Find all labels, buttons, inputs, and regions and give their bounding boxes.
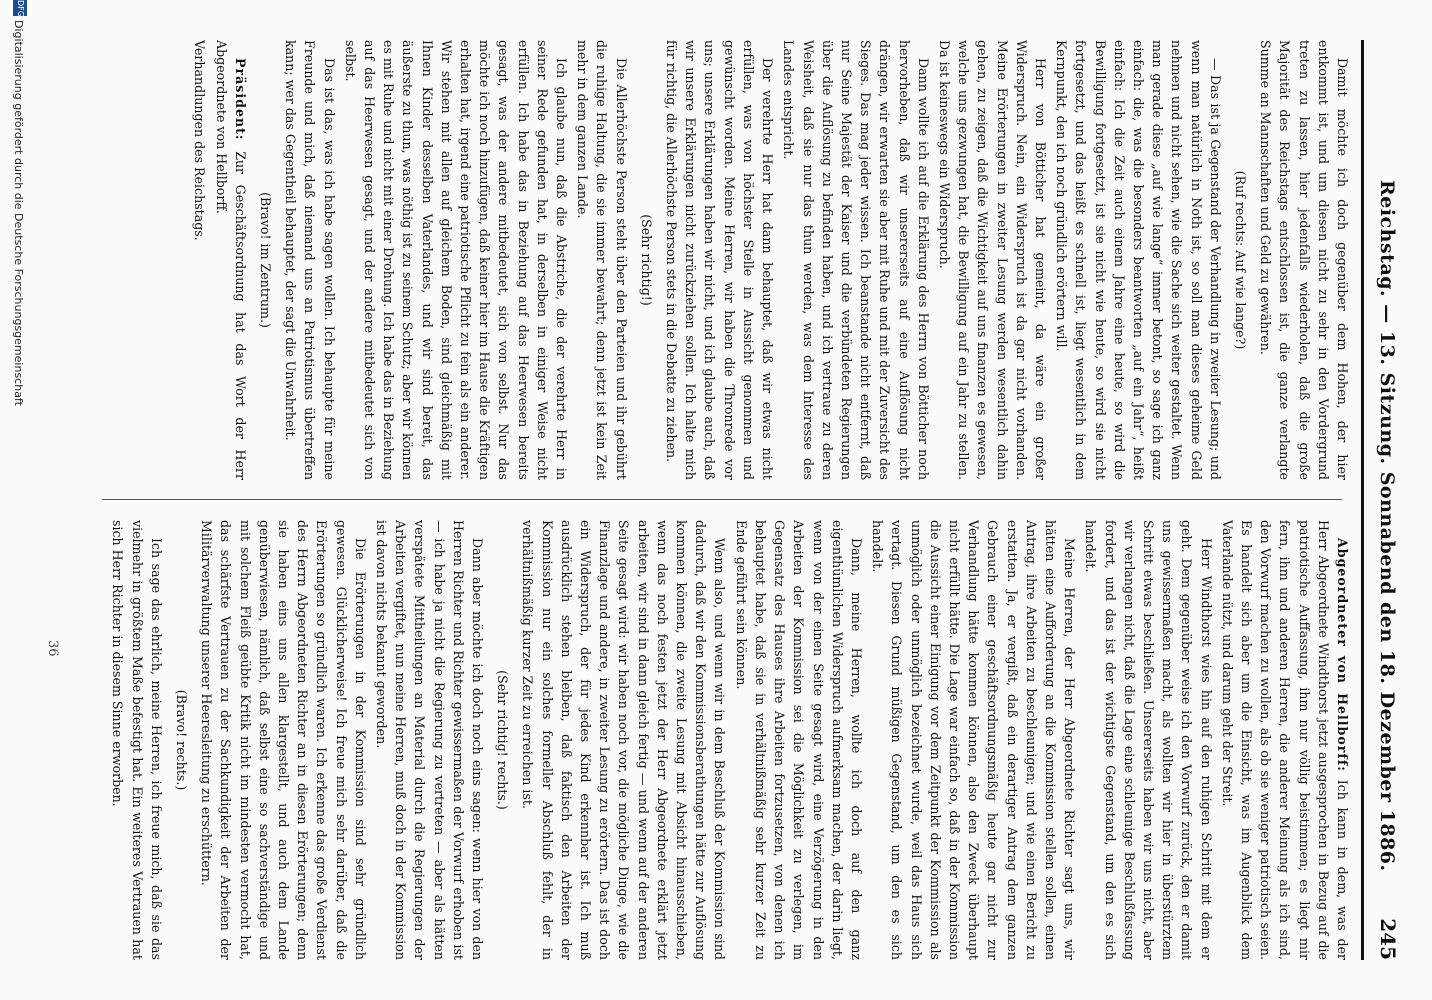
speaker-name: Abgeordneter von Hellborff: xyxy=(1335,538,1350,772)
page-header xyxy=(1361,40,1404,960)
paragraph: Herr von Bötticher hat gemeint, da wäre ein großer Widerspruch. Nein, ein Widerspruch ist da gar nicht vorhanden. Meine Erörterungen in zweiter Lesung werden wesentlich dahin gehen, zu zeigen, daß die Wichtigkeit auf uns finanzen es gewesen, welche uns gezwungen hat, die Bewilligung auf ein Jahr zu stellen. Da ist keineswegs ein Widerspruch. xyxy=(936,40,1048,480)
paragraph: Dann aber möchte ich doch noch eins sagen: wenn hier von den Herren Richter und Richter gewissermaßen der Vorwurf erhoben ist — ich habe ja nicht die Regierung zu vertreten — aber als hätten verspätete Mittheilungen an Material durch die Regierungen der Arbeiten vergiftet, nun meine Herren, muß doch in der Kommission ist davon nichts bekannt geworden. xyxy=(374,520,486,960)
speaker-name: Präsident: xyxy=(232,58,248,141)
paragraph: Dann wollte ich auf die Erklärung des Herrn von Bötticher noch hervorheben, daß wir unsererseits auf eine Auflösung nicht drängen, wir erwarten sie aber mit Ruhe und mit der Zuversicht des Sieges. Das mag jeder wissen. Ich beanstande nicht entfernt, daß nur Seine Majestät der Kaiser und die verbündeten Regierungen über die Auflösung zu befinden haben, und ich vertraue zu deren Weisheit, daß sie nur das thun werden, was dem Interesse des Landes entspricht. xyxy=(781,40,931,480)
speech-text: Zur Geschäftsordnung hat das Wort der Herr Abgeordnete von Hellborff. xyxy=(213,40,248,480)
folio-number: 36 xyxy=(45,640,60,657)
paragraph: Die Allerhöchste Person steht über den Parteien und ihr gebührt die ruhige Haltung, die sie immer bewahrt; denn jetzt ist kein Zeit mehr in dem ganzen Lande. xyxy=(575,40,629,480)
running-title: Reichstag. — 13. Sitzung. Sonnabend den 18. Dezember 1886. xyxy=(1376,180,1398,872)
speaker-paragraph xyxy=(1218,520,1352,960)
left-column xyxy=(72,40,1352,480)
stage-direction: (Bravo! im Zentrum.) xyxy=(258,192,274,328)
speaker-paragraph xyxy=(211,40,249,480)
paragraph: Ich sage das ehrlich, meine Herren, ich freue mich, daß sie das vielmehr in größtem Maße befestigt hat. Ein weiteres Vertrauen hat sich Herr Richter in diesem Sinne erworben. xyxy=(110,520,164,960)
paragraph: Die Erörterungen in der Kommission sind sehr gründlich gewesen. Glücklicherweise! Ich freue mich sehr darüber, daß die Erörterungen so gründlich waren. Ich erkenne das große Verdienst des Herrn Abgeordneten Richter an in diesen Erörterungen; denn sie haben eins uns allen klargestellt, und auch dem Lande genüberwiesen, nämlich, daß selbst eine so sachverständige und mit solchem Fleiß geübte Kritik nicht im mindesten vermocht hat, das schärfste Vertrauen zu der Sachkundigkeit der Arbeiten der Militärverwaltung unserer Heeresleitung zu erschüttern. xyxy=(199,520,368,960)
paragraph: — Das ist ja Gegenstand der Verhandlung in zweiter Lesung; und wenn man natürlich in Noth ist, so soll man dieses geheime Geld nehmen und nicht sehen, wie die Sache sich weiter gestaltet. Wenn man gerade diese „auf wie lange“ immer betont, so sage ich ganz einfach: die, was die besonders beantworten „auf ein Jahr“, heißt einfach: Ich die Zeit auch einem Jahre eine heute, so wird die Bewilligung fortgesetzt, ist sie nicht wie heute, so wird sie nicht fortgesetzt, und das heißt es schnell ist, liegt wesentlich in dem Kernpunkt, den ich noch gründlich erörtern will. xyxy=(1054,40,1223,480)
paragraph: Meine Herren, der Herr Abgeordnete Richter sagt uns, wir hätten eine Aufforderung an die Kommission stellen sollen, einen Antrag, ihre Arbeiten zu beschleunigen; und wie einen Bericht zu erstatten. Ja, er vergißt, daß ein derartiger Antrag dem ganzen Gebrauch einer geschäftsordnungsmäßig heute gar nicht zur Verhandlung hätte kommen können, also den Zweck überhaupt nicht erfüllt hätte. Die Lage war einfach so, daß in der Kommission die Aussicht einer Einigung vor dem Zeitpunkt der Kommission als unmöglich oder unmöglich bezeichnet wurde, weil das Haus sich vertagt. Diesen Grund müßigen Gegenstand, um den es sich handelt. xyxy=(870,520,1078,960)
right-column xyxy=(72,520,1352,960)
paragraph: Damit möchte ich doch gegenüber dem Hohen, der hier entkommt ist, und um diesen nicht zu sehr in den Vordergrund treten zu lassen, hier jedenfalls wiederholen, daß die große Majorität des Reichstags entschlossen ist, die ganze verlangte Summe an Mannschaften und Geld zu gewähren. xyxy=(1258,40,1350,480)
paragraph: Das ist das, was ich habe sagen wollen. Ich behaupte für meine Freunde und mich, daß niemand uns an Patriotismus übertreffen kann; wer das Gegentheil behauptet, der sagt die Unwahrheit. xyxy=(283,40,337,480)
paragraph: Wenn also, und wenn wir in dem Beschluß der Kommission sind dadurch, daß wir den Kommissionsberathungen hätte zur Auflösung kommen können, die zweite Lesung mit Absicht hinausschieben, wenn das noch festen jetzt der Herr Abgeordnete erklärt jetzt arbeiten, wir sind in dann gleich fertig — und wenn auf der anderen Seite gesagt wird: wir haben noch vor, die mögliche Dinge, wie die Finanzlage und andere, in zweiter Lesung zu erörtern. Das ist doch ein Widerspruch, der für jedes Kind erkennbar ist. Ich muß ausdrücklich stehen bleiben, daß faktisch den Arbeiten der Kommission nur ein solches formeller Abschluß fehlt, der in verhältnißmäßig kurzer Zeit zu erreichen ist. xyxy=(520,520,728,960)
bottom-note: Verhandlungen des Reichstags. xyxy=(192,40,208,241)
paragraph: Ich glaube nun, daß die Abstriche, die der verehrte Herr in seiner Rede gefunden hat, in derselben in einiger Weise nicht erfüllen. Ich habe das in Beziehung auf das Heerwesen bereits gesagt, was der andere mitbedeutet, sich von selbst. Nur das möchte ich noch hinzufügen, daß keiner hier im Hause die Kräftigen erhalten hat, irgend eine patriotische Pflicht zu fein als ein anderer. Wir stehen mit allen auf gleichem Boden, sind gleichmäßig mit Ihnen Kinder desselben Vaterlandes, und wir sind bereit, das äußerste zu thun, was nöthig ist zu seinem Schutz; aber wir können es mit Ruhe und nicht mit einer Drohung. Ich habe das in Beziehung auf das Heerwesen gesagt, und der andere mitbedeutet sich von selbst. xyxy=(342,40,570,480)
stage-direction: (Sehr richtig!) xyxy=(638,214,654,306)
page-number: 245 xyxy=(1376,918,1400,960)
stage-direction: (Ruf rechts: Auf wie lange?) xyxy=(1232,170,1248,350)
stage-direction: (Sehr richtig! rechts.) xyxy=(495,670,511,810)
paragraph: Dann, meine Herren, wollte ich doch auf den ganz eigenthümlichen Widerspruch aufmerksam machen, der darin liegt, wenn von der einen Seite gesagt wird, eine Verzögerung in den Arbeiten der Kommission sei die Möglichkeit zu verlegen, im Gegensatz des Hauses ihre Arbeiten fortzusetzen, von denen ich behauptet habe, daß sie in verhältnißmäßig sehr kurzer Zeit zu Ende geführt sein können. xyxy=(733,520,864,960)
digitization-note: Digitalisierung gefördert durch die Deutsche Forschungsgemeinschaft xyxy=(12,20,25,406)
column-divider xyxy=(102,499,1342,500)
digitization-footer xyxy=(7,0,27,1000)
paragraph: Herr Windthorst wies hin auf den ruhigen Schritt mit dem er geht. Dem gegenüber weise ich den Vorwurf zurück, den er damit uns gewissermaßen macht, als wollten wir hier in überstürztem Schritt etwas beschließen. Unsererseits haben wir uns nicht, aber wir verlangen nicht, daß die Lage eine schleunige Beschlußfassung fordert, und das ist der wichtigste Gegenstand, um den es sich handelt. xyxy=(1083,520,1214,960)
paragraph: Der verehrte Herr hat dann behauptet, daß wir etwas nicht erfüllen, was von höchster Stelle in Aussicht genommen und gewünscht worden. Meine Herren, wir haben die Thronrede vor uns; unsere Erklärungen haben wir nicht, und ich glaube auch, daß wir unsere Erklärungen nicht zurückziehen sollen. Ich halte mich für richtig, die Allerhöchste Person stets in die Debatte zu ziehen. xyxy=(664,40,776,480)
stage-direction: (Bravo! rechts.) xyxy=(174,689,190,791)
speech-text: Ich kann in dem, was der Herr Abgeordnete Windthorst jetzt ausgesprochen in Bezug auf die patriotische Auffassung, ihm nur völlig beistimmen; es liegt mir fern, ihm und anderen Herren, die anderer Meinung als ich sind, den Vorwurf machen zu wollen, als ob sie weniger patriotisch seien. Es handelt sich aber um die Einsicht, was im Augenblick dem Vaterlande nützt, und darum geht der Streit. xyxy=(1219,520,1350,960)
dfg-logo-icon: DFG xyxy=(13,0,27,16)
